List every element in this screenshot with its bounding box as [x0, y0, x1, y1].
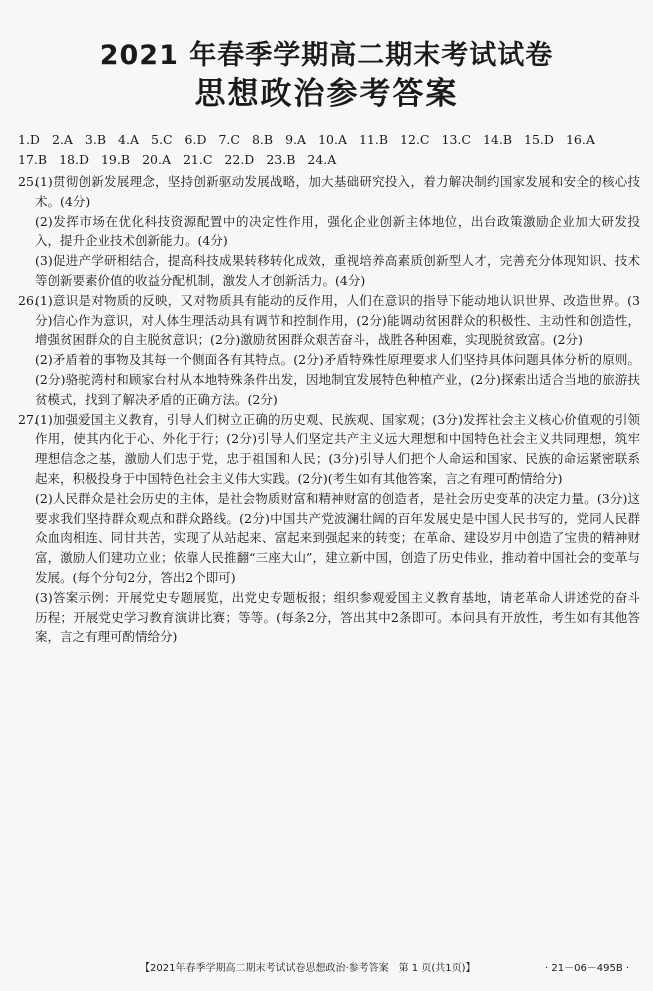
mc-answer: 17.B — [18, 152, 48, 167]
question-number: 25. — [18, 174, 38, 189]
question-number: 27. — [18, 411, 38, 427]
mc-answer: 11.B — [358, 132, 389, 147]
answer-paragraph: (2)人民群众是社会历史的主体，是社会物质财富和精神财富的创造者，是社会历史变革的决定力量。(3分)这要求我们坚持群众观点和群众路线。(2分)中国共产党波澜壮阔的百年发展史是中国人民书写的，党同人民群众血肉相连、同甘共苦，实现了从站起来、富起来到强起来的转变；在革命、建设岁月中创造了宝贵的精神财富，激励人们建功立业；依靠人民推翻“三座大山”，建立新中国，创造了历史伟业，推动着中国社会的变革与发展。(每个分句2分，答出2个即可) — [35, 490, 640, 585]
mc-answer: 8.B — [251, 132, 274, 147]
mc-answer: 5.C — [151, 132, 173, 147]
mc-answer: 21.C — [182, 152, 213, 167]
mc-answer: 23.B — [266, 152, 296, 167]
mc-answer: 13.C — [441, 132, 471, 147]
mc-answer: 9.A — [285, 132, 307, 147]
answer-paragraph: (1)贯彻创新发展理念，坚持创新驱动发展战略，加大基础研究投入，着力解决制约国家发展和安全的核心技术。(4分) — [35, 174, 640, 209]
answer-paragraph: (2)发挥市场在优化科技资源配置中的决定性作用，强化企业创新主体地位，出台政策激励企业加大研发投入，提升企业技术创新能力。(4分) — [35, 213, 640, 249]
question-block — [18, 172, 640, 291]
mc-answer: 24.A — [307, 152, 337, 167]
multiple-choice-answers — [18, 130, 638, 170]
mc-answer: 19.B — [100, 152, 131, 167]
question-block — [18, 291, 640, 410]
mc-answer: 16.A — [565, 132, 595, 147]
answer-paragraph: (1)意识是对物质的反映，又对物质具有能动的反作用，人们在意识的指导下能动地认识世界、改造世界。(3分)信心作为意识，对人体生理活动具有调节和控制作用，(2分)能调动贫困群众的积极性、主动性和创造性，增强贫困群众的自主脱贫意识；(2分)激励贫困群众艰苦奋斗，战胜各种困难，实现脱贫致富。(2分) — [35, 292, 640, 348]
mc-answer: 22.D — [224, 152, 255, 167]
answer-paragraph: (3)答案示例：开展党史专题展览，出党史专题板报；组织参观爱国主义教育基地，请老革命人讲述党的奋斗历程；开展党史学习教育演讲比赛；等等。(每条2分，答出其中2条即可。本问具有开放性，考生如有其他答案，言之有理可酌情给分) — [35, 589, 640, 645]
exam-title: 2021 年春季学期高二期末考试试卷 — [99, 40, 554, 71]
answer-paragraph: (1)加强爱国主义教育，引导人们树立正确的历史观、民族观、国家观；(3分)发挥社会主义核心价值观的引领作用，使其内化于心、外化于行；(2分)引导人们坚定共产主义远大理想和中国特色社会主义共同理想，筑牢理想信念之基，激励人们忠于党，忠于祖国和人民；(3分)引导人们把个人命运和国家、民族的命运紧密联系起来，积极投身于中国特色社会主义伟大实践。(2分)(考生如有其他答案，言之有理可酌情给分) — [35, 411, 640, 486]
mc-answer: 6.D — [184, 132, 207, 147]
mc-answer: 20.A — [142, 152, 171, 167]
mc-answer: 3.B — [84, 132, 107, 147]
subjective-answers — [18, 172, 640, 647]
mc-answer: 1.D — [18, 132, 40, 147]
mc-answer: 15.D — [524, 132, 554, 147]
mc-answer: 12.C — [400, 132, 430, 147]
page-footer — [140, 962, 640, 976]
mc-answer: 2.A — [51, 132, 73, 147]
subject-title: 思想政治参考答案 — [194, 76, 459, 112]
footer-code: · 21－06－495B · — [545, 963, 630, 974]
mc-answer: 14.B — [482, 132, 513, 147]
mc-answer: 7.C — [218, 132, 240, 147]
answer-paragraph: (3)促进产学研相结合，提高科技成果转移转化成效，重视培养高素质创新型人才，完善充分体现知识、技术等创新要素价值的收益分配机制，激发人才创新活力。(4分) — [35, 253, 640, 288]
question-block — [18, 410, 640, 648]
mc-answer: 18.D — [59, 152, 89, 167]
mc-answer: 4.A — [118, 132, 140, 147]
footer-text: 【2021年春季学期高二期末考试试卷思想政治·参考答案 第 1 页(共1页)】 — [140, 963, 476, 974]
answer-paragraph: (2)矛盾着的事物及其每一个侧面各有其特点。(2分)矛盾特殊性原理要求人们坚持具体问题具体分析的原则。(2分)骆驼湾村和顾家台村从本地特殊条件出发，因地制宜发展特色种植产业，(2分)探索出适合当地的旅游扶贫模式，找到了解决矛盾的正确方法。(2分) — [35, 352, 640, 407]
mc-answer: 10.A — [318, 132, 347, 147]
question-number: 26. — [18, 292, 38, 308]
